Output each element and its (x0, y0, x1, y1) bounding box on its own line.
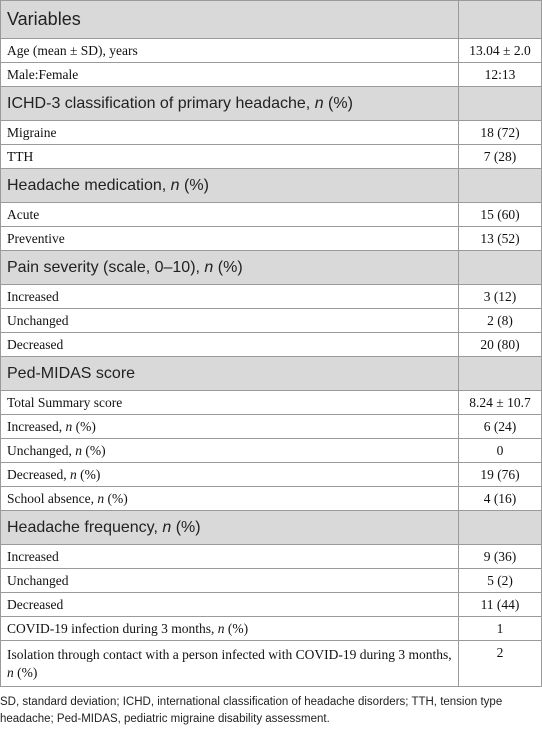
section-value-cell (459, 357, 542, 391)
table-row (1, 309, 542, 333)
row-value: 8.24 ± 10.7 (459, 391, 542, 415)
section-header-row (1, 251, 542, 285)
row-value: 3 (12) (459, 285, 542, 309)
table-row (1, 569, 542, 593)
table-row (1, 333, 542, 357)
row-label: COVID-19 infection during 3 months, n (%) (1, 617, 459, 641)
row-label: TTH (1, 145, 459, 169)
row-label: Total Summary score (1, 391, 459, 415)
section-header-row (1, 357, 542, 391)
section-header-row (1, 87, 542, 121)
row-label: Preventive (1, 227, 459, 251)
section-header-row (1, 511, 542, 545)
section-title: ICHD-3 classification of primary headache, n (%) (1, 87, 459, 121)
row-value: 18 (72) (459, 121, 542, 145)
row-label: Decreased (1, 593, 459, 617)
section-title: Headache medication, n (%) (1, 169, 459, 203)
row-value: 13 (52) (459, 227, 542, 251)
row-value: 13.04 ± 2.0 (459, 39, 542, 63)
table-row (1, 463, 542, 487)
header-variables: Variables (1, 1, 459, 39)
table-row (1, 285, 542, 309)
section-header-row (1, 169, 542, 203)
table-row (1, 227, 542, 251)
table-row (1, 487, 542, 511)
section-value-cell (459, 511, 542, 545)
row-label: Isolation through contact with a person infected with COVID-19 during 3 months, n (%) (1, 641, 459, 687)
row-label: Migraine (1, 121, 459, 145)
row-label: Decreased, n (%) (1, 463, 459, 487)
row-value: 20 (80) (459, 333, 542, 357)
row-label: Decreased (1, 333, 459, 357)
row-label: Age (mean ± SD), years (1, 39, 459, 63)
row-value: 15 (60) (459, 203, 542, 227)
table-row (1, 617, 542, 641)
row-value: 9 (36) (459, 545, 542, 569)
table-row (1, 593, 542, 617)
row-label: Increased, n (%) (1, 415, 459, 439)
row-value: 11 (44) (459, 593, 542, 617)
section-value-cell (459, 251, 542, 285)
row-label: Increased (1, 285, 459, 309)
row-value: 6 (24) (459, 415, 542, 439)
row-label: Unchanged, n (%) (1, 439, 459, 463)
table-row (1, 641, 542, 687)
table-row (1, 391, 542, 415)
row-label: Acute (1, 203, 459, 227)
table-header-row (1, 1, 542, 39)
section-value-cell (459, 87, 542, 121)
section-title: Pain severity (scale, 0–10), n (%) (1, 251, 459, 285)
section-title: Ped-MIDAS score (1, 357, 459, 391)
row-value: 4 (16) (459, 487, 542, 511)
row-value: 12:13 (459, 63, 542, 87)
header-value (459, 1, 542, 39)
row-label: Male:Female (1, 63, 459, 87)
row-value: 2 (459, 641, 542, 687)
table-row (1, 145, 542, 169)
table-row (1, 415, 542, 439)
table-row (1, 39, 542, 63)
row-value: 0 (459, 439, 542, 463)
table-row (1, 63, 542, 87)
table-row (1, 545, 542, 569)
table-row (1, 203, 542, 227)
row-value: 5 (2) (459, 569, 542, 593)
table-row (1, 439, 542, 463)
row-value: 7 (28) (459, 145, 542, 169)
row-value: 1 (459, 617, 542, 641)
table-footnote: SD, standard deviation; ICHD, international classification of headache disorders; TTH, tension type headache; Ped-MIDAS, pediatric migraine disability assessment. (0, 696, 503, 725)
row-label: Unchanged (1, 309, 459, 333)
row-value: 2 (8) (459, 309, 542, 333)
section-value-cell (459, 169, 542, 203)
row-label: School absence, n (%) (1, 487, 459, 511)
row-value: 19 (76) (459, 463, 542, 487)
row-label: Unchanged (1, 569, 459, 593)
row-label: Increased (1, 545, 459, 569)
section-title: Headache frequency, n (%) (1, 511, 459, 545)
table-row (1, 121, 542, 145)
